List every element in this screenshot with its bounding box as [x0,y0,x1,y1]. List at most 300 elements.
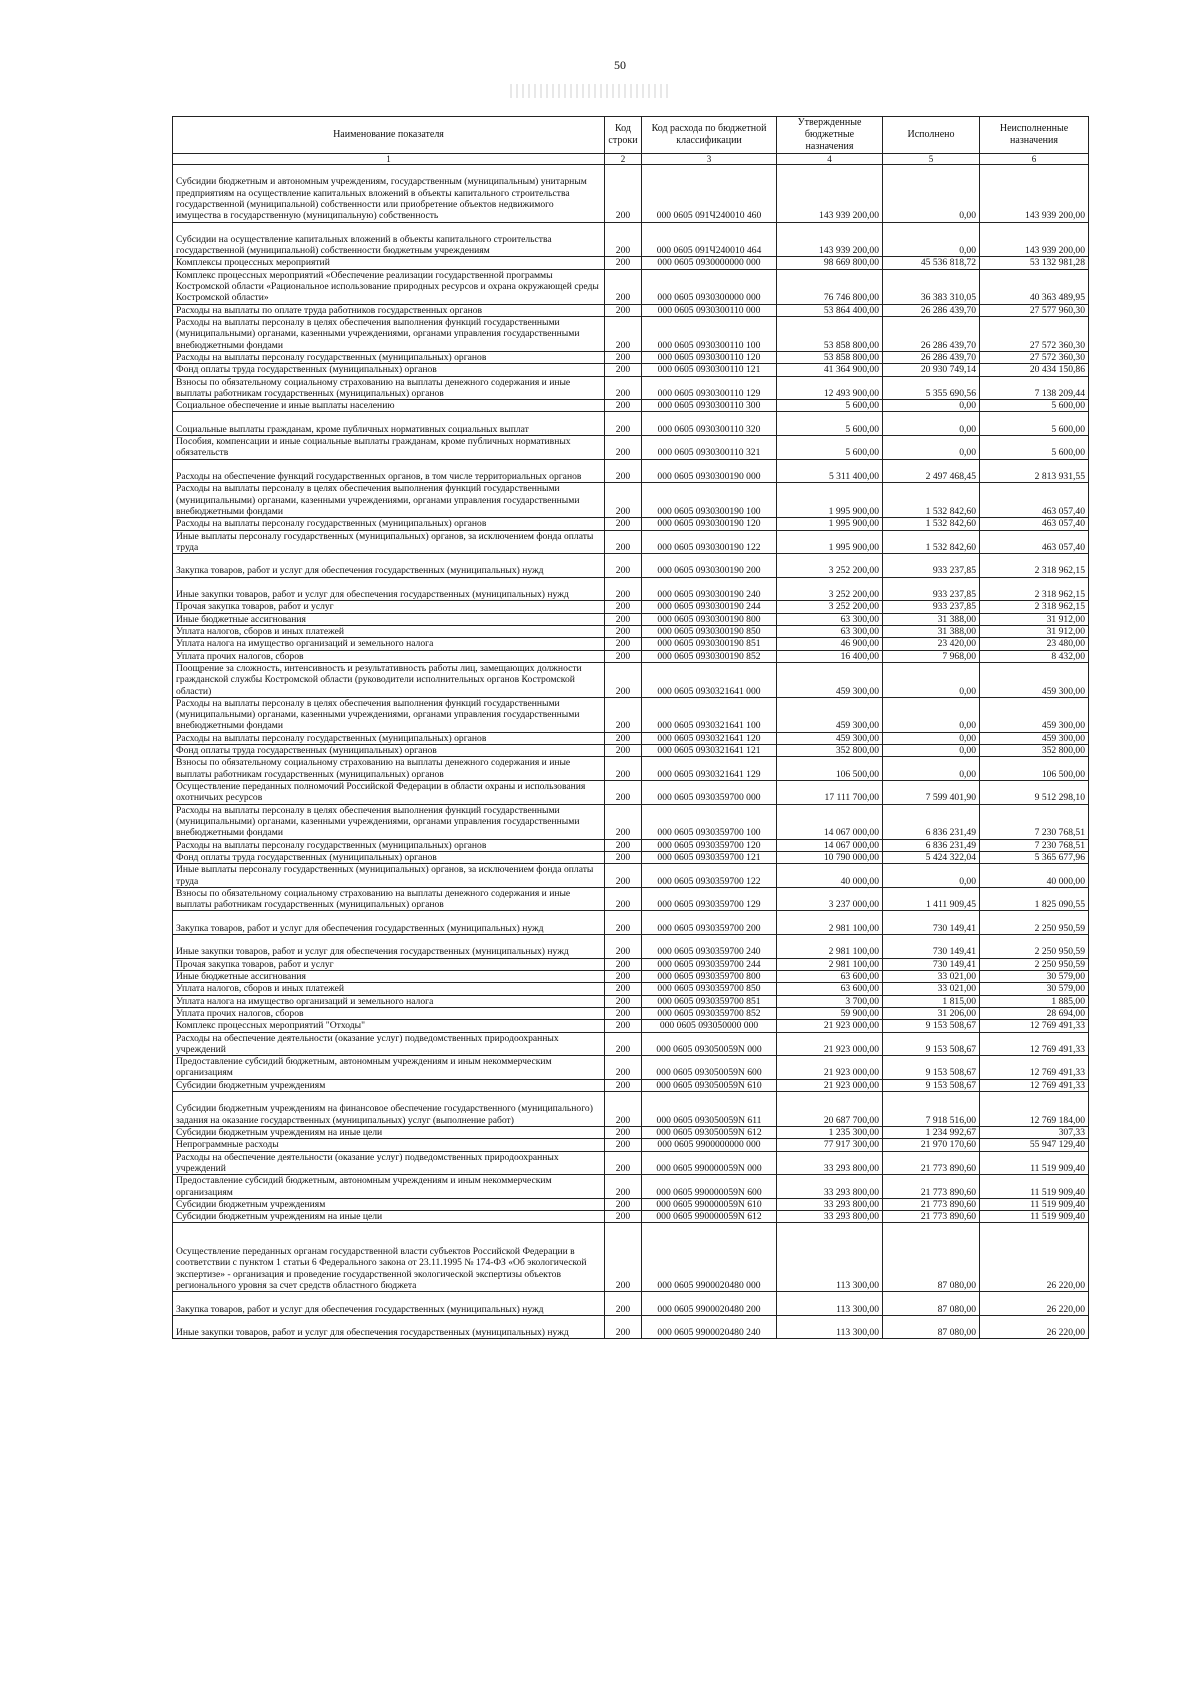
row-name: Социальные выплаты гражданам, кроме публичных нормативных социальных выплат [173,412,605,436]
row-budget-code: 000 0605 990000059N 610 [642,1198,777,1210]
row-unexecuted: 459 300,00 [980,662,1089,697]
row-budget-code: 000 0605 9900020480 240 [642,1315,777,1339]
row-budget-code: 000 0605 093050059N 612 [642,1126,777,1138]
header-executed: Исполнено [883,117,980,154]
row-unexecuted: 7 138 209,44 [980,376,1089,400]
row-unexecuted: 2 250 950,59 [980,935,1089,959]
row-line-code: 200 [605,732,642,744]
row-budget-code: 000 0605 0930300110 121 [642,364,777,376]
row-unexecuted: 30 579,00 [980,970,1089,982]
row-unexecuted: 12 769 491,33 [980,1032,1089,1056]
row-approved: 113 300,00 [777,1292,883,1316]
row-name: Иные закупки товаров, работ и услуг для обеспечения государственных (муниципальных) нужд [173,577,605,601]
row-executed: 21 773 890,60 [883,1151,980,1175]
row-budget-code: 000 0605 0930321641 100 [642,697,777,732]
row-line-code: 200 [605,530,642,554]
row-name: Осуществление переданных органам государственной власти субъектов Российской Федерации в соответствии с пунктом 1 статьи 6 Федерального закона от 23.11.1995 № 174-ФЗ «Об экологической экспертизе» - организация и проведение государственной экологической экспертизы объектов регионального уровня за счет средств областного бюджета [173,1223,605,1292]
row-approved: 459 300,00 [777,732,883,744]
row-name: Уплата налогов, сборов и иных платежей [173,983,605,995]
row-line-code: 200 [605,935,642,959]
row-executed: 26 286 439,70 [883,351,980,363]
row-budget-code: 000 0605 0930000000 000 [642,257,777,269]
row-line-code: 200 [605,351,642,363]
row-line-code: 200 [605,1151,642,1175]
row-approved: 2 981 100,00 [777,958,883,970]
table-row [173,376,1089,400]
row-name: Расходы на выплаты персоналу в целях обеспечения выполнения функций государственными (муниципальными) органами, казенными учреждениями, органами управления государственными внебюджетными фондами [173,697,605,732]
row-line-code: 200 [605,887,642,911]
table-row [173,638,1089,650]
row-budget-code: 000 0605 990000059N 000 [642,1151,777,1175]
row-executed: 1 815,00 [883,995,980,1007]
row-line-code: 200 [605,1292,642,1316]
row-budget-code: 000 0605 093050000 000 [642,1020,777,1032]
column-number-row [173,154,1089,165]
row-budget-code: 000 0605 0930359700 850 [642,983,777,995]
row-budget-code: 000 0605 990000059N 600 [642,1175,777,1199]
row-unexecuted: 463 057,40 [980,530,1089,554]
row-budget-code: 000 0605 0930300110 320 [642,412,777,436]
header-row [173,117,1089,154]
row-name: Комплекс процессных мероприятий «Обеспечение реализации государственной программы Костромской области «Рациональное использование природных ресурсов и охрана окружающей среды Костромской области» [173,269,605,304]
table-row [173,1139,1089,1151]
row-line-code: 200 [605,518,642,530]
row-executed: 0,00 [883,697,980,732]
row-executed: 87 080,00 [883,1315,980,1339]
row-unexecuted: 26 220,00 [980,1223,1089,1292]
table-row [173,601,1089,613]
row-budget-code: 000 0605 990000059N 612 [642,1211,777,1223]
row-name: Прочая закупка товаров, работ и услуг [173,958,605,970]
row-approved: 17 111 700,00 [777,781,883,805]
row-line-code: 200 [605,745,642,757]
row-approved: 21 923 000,00 [777,1032,883,1056]
row-approved: 5 600,00 [777,412,883,436]
row-name: Уплата прочих налогов, сборов [173,1007,605,1019]
row-budget-code: 000 0605 093050059N 000 [642,1032,777,1056]
row-executed: 7 599 401,90 [883,781,980,805]
row-line-code: 200 [605,804,642,839]
table-body [173,165,1089,1339]
row-name: Субсидии бюджетным учреждениям [173,1198,605,1210]
row-budget-code: 000 0605 0930300110 129 [642,376,777,400]
row-line-code: 200 [605,554,642,578]
column-number: 6 [980,154,1089,165]
row-executed: 45 536 818,72 [883,257,980,269]
row-name: Расходы на выплаты персоналу государственных (муниципальных) органов [173,839,605,851]
row-line-code: 200 [605,911,642,935]
row-unexecuted: 2 318 962,15 [980,601,1089,613]
row-budget-code: 000 0605 0930300110 120 [642,351,777,363]
row-executed: 87 080,00 [883,1223,980,1292]
table-row [173,1315,1089,1339]
row-line-code: 200 [605,304,642,316]
row-name: Расходы на выплаты персоналу в целях обеспечения выполнения функций государственными (муниципальными) органами, казенными учреждениями, органами управления государственными внебюджетными фондами [173,804,605,839]
row-approved: 46 900,00 [777,638,883,650]
table-row [173,1007,1089,1019]
header-name: Наименование показателя [173,117,605,154]
row-executed: 87 080,00 [883,1292,980,1316]
row-executed: 0,00 [883,757,980,781]
row-approved: 459 300,00 [777,697,883,732]
row-approved: 98 669 800,00 [777,257,883,269]
row-approved: 59 900,00 [777,1007,883,1019]
row-executed: 0,00 [883,436,980,460]
row-name: Взносы по обязательному социальному страхованию на выплаты денежного содержания и иные выплаты работникам государственных (муниципальных) органов [173,376,605,400]
row-executed: 31 388,00 [883,613,980,625]
table-row [173,577,1089,601]
table-row [173,1151,1089,1175]
row-approved: 3 700,00 [777,995,883,1007]
row-line-code: 200 [605,1315,642,1339]
row-name: Иные выплаты персоналу государственных (муниципальных) органов, за исключением фонда оплаты труда [173,864,605,888]
row-approved: 2 981 100,00 [777,935,883,959]
table-row [173,839,1089,851]
table-row [173,412,1089,436]
table-row [173,650,1089,662]
row-name: Закупка товаров, работ и услуг для обеспечения государственных (муниципальных) нужд [173,554,605,578]
table-row [173,1056,1089,1080]
table-row [173,911,1089,935]
row-line-code: 200 [605,650,642,662]
row-executed: 23 420,00 [883,638,980,650]
table-row [173,257,1089,269]
row-budget-code: 000 0605 0930300110 100 [642,316,777,351]
row-budget-code: 000 0605 0930300190 240 [642,577,777,601]
row-line-code: 200 [605,483,642,518]
row-executed: 33 021,00 [883,983,980,995]
row-approved: 53 864 400,00 [777,304,883,316]
table-row [173,436,1089,460]
row-executed: 6 836 231,49 [883,839,980,851]
row-approved: 63 300,00 [777,613,883,625]
table-row [173,1211,1089,1223]
row-approved: 76 746 800,00 [777,269,883,304]
row-line-code: 200 [605,412,642,436]
row-line-code: 200 [605,958,642,970]
row-budget-code: 000 0605 0930359700 851 [642,995,777,1007]
row-line-code: 200 [605,364,642,376]
table-row [173,400,1089,412]
row-executed: 0,00 [883,732,980,744]
row-unexecuted: 20 434 150,86 [980,364,1089,376]
table-row [173,781,1089,805]
row-approved: 77 917 300,00 [777,1139,883,1151]
row-unexecuted: 143 939 200,00 [980,165,1089,223]
row-name: Субсидии бюджетным учреждениям на иные цели [173,1126,605,1138]
row-line-code: 200 [605,851,642,863]
row-budget-code: 000 0605 0930300110 321 [642,436,777,460]
row-unexecuted: 307,33 [980,1126,1089,1138]
row-executed: 0,00 [883,222,980,257]
row-unexecuted: 27 577 960,30 [980,304,1089,316]
table-row [173,459,1089,483]
table-row [173,269,1089,304]
row-line-code: 200 [605,1198,642,1210]
table-row [173,1223,1089,1292]
row-name: Расходы на обеспечение деятельности (оказание услуг) подведомственных природоохранных учреждений [173,1151,605,1175]
row-approved: 3 237 000,00 [777,887,883,911]
row-executed: 1 234 992,67 [883,1126,980,1138]
row-unexecuted: 8 432,00 [980,650,1089,662]
row-approved: 5 311 400,00 [777,459,883,483]
row-approved: 3 252 200,00 [777,577,883,601]
row-unexecuted: 352 800,00 [980,745,1089,757]
row-line-code: 200 [605,577,642,601]
row-name: Иные бюджетные ассигнования [173,970,605,982]
row-line-code: 200 [605,839,642,851]
row-budget-code: 000 0605 0930359700 852 [642,1007,777,1019]
table-row [173,518,1089,530]
row-line-code: 200 [605,697,642,732]
row-name: Субсидии бюджетным и автономным учреждениям, государственным (муниципальным) унитарным предприятиям на осуществление капитальных вложений в объекты капитального строительства государственной (муниципальной) собственности или приобретение объектов недвижимого имущества в государственную (муниципальную) собственность [173,165,605,223]
row-name: Субсидии бюджетным учреждениям на иные цели [173,1211,605,1223]
row-budget-code: 000 0605 9900020480 200 [642,1292,777,1316]
row-executed: 0,00 [883,400,980,412]
row-name: Иные закупки товаров, работ и услуг для обеспечения государственных (муниципальных) нужд [173,935,605,959]
table-row [173,864,1089,888]
row-executed: 1 532 842,60 [883,530,980,554]
row-unexecuted: 55 947 129,40 [980,1139,1089,1151]
table-row [173,1126,1089,1138]
row-budget-code: 000 0605 091Ч240010 464 [642,222,777,257]
row-name: Иные закупки товаров, работ и услуг для обеспечения государственных (муниципальных) нужд [173,1315,605,1339]
row-approved: 143 939 200,00 [777,222,883,257]
row-approved: 352 800,00 [777,745,883,757]
row-line-code: 200 [605,757,642,781]
table-row [173,935,1089,959]
table-row [173,483,1089,518]
row-unexecuted: 2 250 950,59 [980,958,1089,970]
row-executed: 36 383 310,05 [883,269,980,304]
row-line-code: 200 [605,864,642,888]
row-line-code: 200 [605,1223,642,1292]
row-line-code: 200 [605,983,642,995]
row-unexecuted: 30 579,00 [980,983,1089,995]
row-budget-code: 000 0605 0930359700 121 [642,851,777,863]
row-line-code: 200 [605,1056,642,1080]
row-budget-code: 000 0605 9900000000 000 [642,1139,777,1151]
row-executed: 0,00 [883,745,980,757]
row-name: Предоставление субсидий бюджетным, автономным учреждениям и иным некоммерческим организациям [173,1056,605,1080]
row-name: Фонд оплаты труда государственных (муниципальных) органов [173,745,605,757]
row-executed: 7 968,00 [883,650,980,662]
row-budget-code: 000 0605 0930359700 000 [642,781,777,805]
row-line-code: 200 [605,1020,642,1032]
row-approved: 1 995 900,00 [777,530,883,554]
row-line-code: 200 [605,1032,642,1056]
row-approved: 5 600,00 [777,400,883,412]
row-name: Субсидии бюджетным учреждениям [173,1079,605,1091]
row-name: Уплата налога на имущество организаций и земельного налога [173,638,605,650]
row-name: Уплата прочих налогов, сборов [173,650,605,662]
row-approved: 33 293 800,00 [777,1198,883,1210]
row-approved: 33 293 800,00 [777,1211,883,1223]
row-budget-code: 000 0605 093050059N 611 [642,1092,777,1127]
row-line-code: 200 [605,165,642,223]
row-budget-code: 000 0605 0930359700 122 [642,864,777,888]
row-approved: 14 067 000,00 [777,804,883,839]
row-line-code: 200 [605,222,642,257]
table-row [173,662,1089,697]
row-approved: 14 067 000,00 [777,839,883,851]
row-line-code: 200 [605,1175,642,1199]
row-approved: 21 923 000,00 [777,1079,883,1091]
row-approved: 3 252 200,00 [777,601,883,613]
row-unexecuted: 459 300,00 [980,732,1089,744]
row-budget-code: 000 0605 0930321641 121 [642,745,777,757]
row-unexecuted: 28 694,00 [980,1007,1089,1019]
row-approved: 1 235 300,00 [777,1126,883,1138]
row-executed: 730 149,41 [883,958,980,970]
row-unexecuted: 5 365 677,96 [980,851,1089,863]
table-row [173,1032,1089,1056]
row-name: Фонд оплаты труда государственных (муниципальных) органов [173,364,605,376]
table-row [173,851,1089,863]
row-line-code: 200 [605,1211,642,1223]
row-name: Комплекс процессных мероприятий "Отходы" [173,1020,605,1032]
row-budget-code: 000 0605 0930359700 800 [642,970,777,982]
row-name: Взносы по обязательному социальному страхованию на выплаты денежного содержания и иные выплаты работникам государственных (муниципальных) органов [173,887,605,911]
row-name: Расходы на обеспечение деятельности (оказание услуг) подведомственных природоохранных учреждений [173,1032,605,1056]
row-name: Субсидии бюджетным учреждениям на финансовое обеспечение государственного (муниципального) задания на оказание государственных (муниципальных) услуг (выполнение работ) [173,1092,605,1127]
row-budget-code: 000 0605 091Ч240010 460 [642,165,777,223]
table-row [173,1292,1089,1316]
row-unexecuted: 27 572 360,30 [980,316,1089,351]
row-executed: 0,00 [883,412,980,436]
row-executed: 933 237,85 [883,554,980,578]
row-executed: 0,00 [883,165,980,223]
table-row [173,613,1089,625]
row-approved: 20 687 700,00 [777,1092,883,1127]
row-budget-code: 000 0605 0930359700 244 [642,958,777,970]
row-line-code: 200 [605,638,642,650]
header-budget-code: Код расхода по бюджетной классификации [642,117,777,154]
row-approved: 143 939 200,00 [777,165,883,223]
row-executed: 933 237,85 [883,577,980,601]
row-approved: 12 493 900,00 [777,376,883,400]
row-executed: 1 411 909,45 [883,887,980,911]
row-unexecuted: 53 132 981,28 [980,257,1089,269]
row-line-code: 200 [605,436,642,460]
row-unexecuted: 2 250 950,59 [980,911,1089,935]
row-budget-code: 000 0605 0930300190 122 [642,530,777,554]
row-line-code: 200 [605,1092,642,1127]
row-unexecuted: 23 480,00 [980,638,1089,650]
row-line-code: 200 [605,781,642,805]
table-row [173,804,1089,839]
row-approved: 21 923 000,00 [777,1056,883,1080]
row-name: Социальное обеспечение и иные выплаты населению [173,400,605,412]
row-budget-code: 000 0605 0930300190 100 [642,483,777,518]
row-executed: 21 773 890,60 [883,1211,980,1223]
row-budget-code: 000 0605 0930300190 800 [642,613,777,625]
row-executed: 31 206,00 [883,1007,980,1019]
row-name: Расходы на выплаты персоналу государственных (муниципальных) органов [173,518,605,530]
row-unexecuted: 11 519 909,40 [980,1198,1089,1210]
row-line-code: 200 [605,459,642,483]
table-row [173,1079,1089,1091]
table-row [173,983,1089,995]
row-budget-code: 000 0605 0930359700 240 [642,935,777,959]
row-unexecuted: 12 769 491,33 [980,1056,1089,1080]
header-line-code: Код строки [605,117,642,154]
row-unexecuted: 40 000,00 [980,864,1089,888]
table-row [173,757,1089,781]
row-executed: 1 532 842,60 [883,518,980,530]
table-row [173,995,1089,1007]
row-executed: 9 153 508,67 [883,1032,980,1056]
row-line-code: 200 [605,257,642,269]
row-executed: 7 918 516,00 [883,1092,980,1127]
column-number: 1 [173,154,605,165]
row-unexecuted: 31 912,00 [980,625,1089,637]
row-name: Закупка товаров, работ и услуг для обеспечения государственных (муниципальных) нужд [173,1292,605,1316]
row-executed: 933 237,85 [883,601,980,613]
table-row [173,1020,1089,1032]
table-row [173,316,1089,351]
row-executed: 31 388,00 [883,625,980,637]
row-name: Поощрение за сложность, интенсивность и результативность работы лиц, замещающих должности гражданской службы Костромской области (руководители исполнительных органов Костромской области) [173,662,605,697]
header-approved: Утвержденные бюджетные назначения [777,117,883,154]
row-budget-code: 000 0605 093050059N 600 [642,1056,777,1080]
row-approved: 63 300,00 [777,625,883,637]
row-budget-code: 000 0605 0930321641 000 [642,662,777,697]
row-name: Уплата налога на имущество организаций и земельного налога [173,995,605,1007]
row-executed: 2 497 468,45 [883,459,980,483]
row-unexecuted: 11 519 909,40 [980,1151,1089,1175]
row-unexecuted: 26 220,00 [980,1315,1089,1339]
row-executed: 33 021,00 [883,970,980,982]
table-row [173,364,1089,376]
row-executed: 9 153 508,67 [883,1020,980,1032]
table-row [173,887,1089,911]
row-name: Расходы на выплаты по оплате труда работников государственных органов [173,304,605,316]
row-approved: 63 600,00 [777,970,883,982]
row-line-code: 200 [605,1126,642,1138]
row-approved: 113 300,00 [777,1223,883,1292]
row-approved: 2 981 100,00 [777,911,883,935]
row-budget-code: 000 0605 0930359700 100 [642,804,777,839]
row-name: Расходы на выплаты персоналу в целях обеспечения выполнения функций государственными (муниципальными) органами, казенными учреждениями, органами управления государственными внебюджетными фондами [173,483,605,518]
row-name: Непрограммные расходы [173,1139,605,1151]
row-executed: 1 532 842,60 [883,483,980,518]
row-approved: 41 364 900,00 [777,364,883,376]
row-approved: 16 400,00 [777,650,883,662]
row-executed: 5 355 690,56 [883,376,980,400]
row-approved: 33 293 800,00 [777,1175,883,1199]
row-budget-code: 000 0605 0930300110 000 [642,304,777,316]
row-approved: 10 790 000,00 [777,851,883,863]
column-number: 5 [883,154,980,165]
table-row [173,530,1089,554]
row-executed: 6 836 231,49 [883,804,980,839]
row-executed: 21 773 890,60 [883,1175,980,1199]
row-unexecuted: 5 600,00 [980,436,1089,460]
row-unexecuted: 463 057,40 [980,483,1089,518]
row-name: Расходы на обеспечение функций государственных органов, в том числе территориальных органов [173,459,605,483]
row-line-code: 200 [605,376,642,400]
row-unexecuted: 2 318 962,15 [980,554,1089,578]
row-unexecuted: 12 769 184,00 [980,1092,1089,1127]
row-name: Уплата налогов, сборов и иных платежей [173,625,605,637]
row-approved: 113 300,00 [777,1315,883,1339]
row-unexecuted: 31 912,00 [980,613,1089,625]
row-unexecuted: 27 572 360,30 [980,351,1089,363]
row-budget-code: 000 0605 0930359700 129 [642,887,777,911]
row-name: Расходы на выплаты персоналу государственных (муниципальных) органов [173,732,605,744]
row-approved: 1 995 900,00 [777,483,883,518]
